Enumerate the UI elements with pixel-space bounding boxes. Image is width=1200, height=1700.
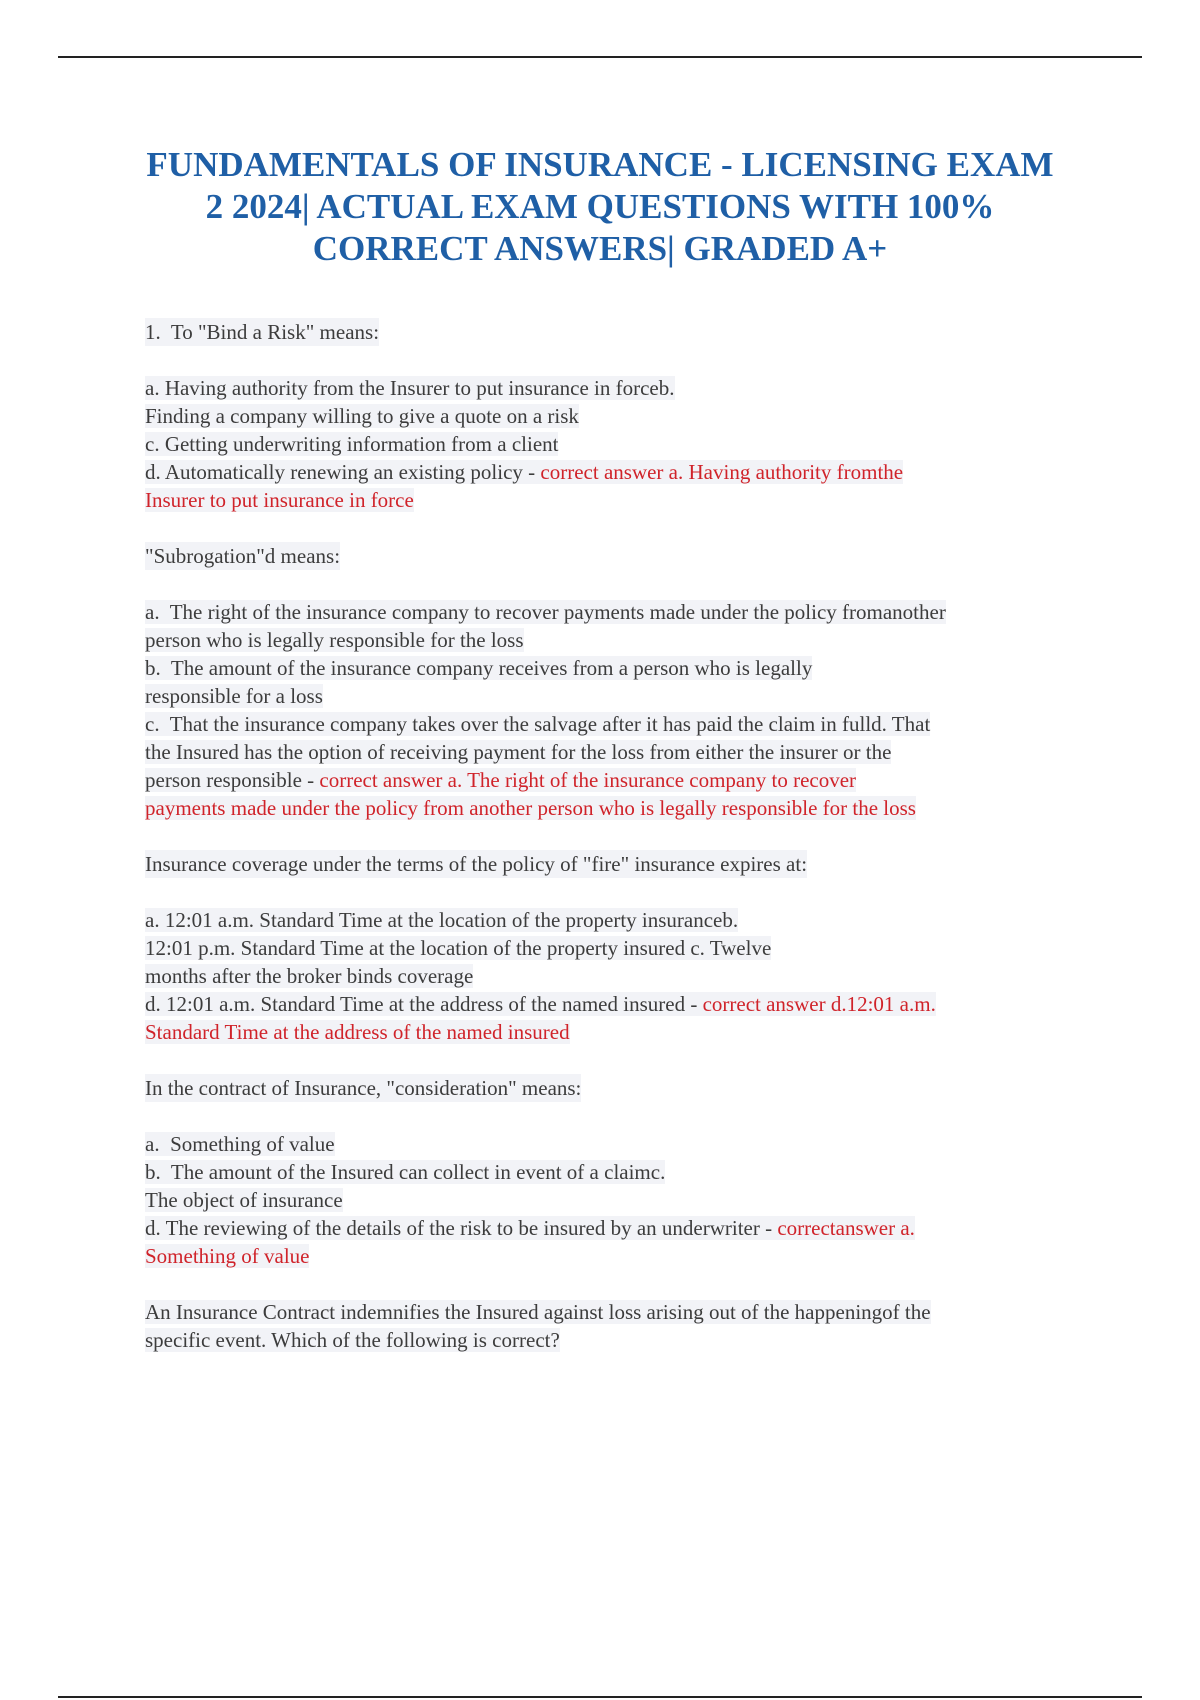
question-1-options (145, 374, 1075, 514)
option-line: responsible for a loss (145, 684, 323, 708)
option-line: c. Getting underwriting information from a client (145, 432, 559, 456)
question-1-text: 1. To "Bind a Risk" means: (145, 320, 380, 344)
correct-answer: Standard Time at the address of the named insured (145, 1020, 570, 1044)
option-line: person who is legally responsible for the loss (145, 628, 524, 652)
bottom-rule (58, 1696, 1142, 1698)
correct-answer: Insurer to put insurance in force (145, 488, 414, 512)
correct-answer: correct answer a. The right of the insurance company to recover (319, 768, 857, 792)
option-line: The object of insurance (145, 1188, 343, 1212)
answer-line (145, 1018, 1075, 1046)
title-line-2: 2 2024| ACTUAL EXAM QUESTIONS WITH 100% (205, 187, 995, 226)
option-line: d. Automatically renewing an existing policy - correct answer a. Having authority fromthe (145, 460, 904, 484)
option-line: a. Something of value (145, 1132, 335, 1156)
option-line: Finding a company willing to give a quote on a risk (145, 404, 579, 428)
option-line: 12:01 p.m. Standard Time at the location of the property insured c. Twelve (145, 936, 772, 960)
correct-answer: correctanswer a. (777, 1216, 915, 1240)
question-4-options (145, 1130, 1075, 1270)
question-line: An Insurance Contract indemnifies the Insured against loss arising out of the happeningof the (145, 1300, 931, 1324)
option-line: a. Having authority from the Insurer to put insurance in forceb. (145, 376, 675, 400)
option-line: person responsible - correct answer a. The right of the insurance company to recover (145, 768, 857, 792)
option-line: b. The amount of the insurance company receives from a person who is legally (145, 656, 813, 680)
answer-line (145, 486, 1075, 514)
correct-answer: correct answer d.12:01 a.m. (702, 992, 936, 1016)
option-line: d. The reviewing of the details of the risk to be insured by an underwriter - correctanswer a. (145, 1216, 915, 1240)
question-4-text: In the contract of Insurance, "consideration" means: (145, 1076, 582, 1100)
option-line: the Insured has the option of receiving payment for the loss from either the insurer or the (145, 740, 892, 764)
title-line-3: CORRECT ANSWERS| GRADED A+ (312, 229, 888, 268)
question-3-options (145, 906, 1075, 1046)
answer-line (145, 794, 1075, 822)
correct-answer: payments made under the policy from another person who is legally responsible for the loss (145, 796, 916, 820)
correct-answer: correct answer a. Having authority fromthe (540, 460, 904, 484)
question-line: specific event. Which of the following is correct? (145, 1328, 560, 1352)
option-line: d. 12:01 a.m. Standard Time at the address of the named insured - correct answer d.12:01 a.m. (145, 992, 936, 1016)
option-line: b. The amount of the Insured can collect in event of a claimc. (145, 1160, 666, 1184)
question-2-text: "Subrogation"d means: (145, 544, 341, 568)
option-line: months after the broker binds coverage (145, 964, 474, 988)
question-3-text: Insurance coverage under the terms of the policy of "fire" insurance expires at: (145, 852, 808, 876)
document-title (110, 144, 1090, 270)
option-line: a. 12:01 a.m. Standard Time at the location of the property insuranceb. (145, 908, 739, 932)
exam-content (145, 318, 1075, 1382)
answer-line (145, 1242, 1075, 1270)
option-line: a. The right of the insurance company to recover payments made under the policy fromanother (145, 600, 946, 624)
question-5-text (145, 1298, 1075, 1354)
title-line-1: FUNDAMENTALS OF INSURANCE - LICENSING EXAM (146, 145, 1054, 184)
top-rule (58, 56, 1142, 58)
option-line: c. That the insurance company takes over the salvage after it has paid the claim in fulld. That (145, 712, 931, 736)
question-2-options (145, 598, 1075, 822)
correct-answer: Something of value (145, 1244, 310, 1268)
